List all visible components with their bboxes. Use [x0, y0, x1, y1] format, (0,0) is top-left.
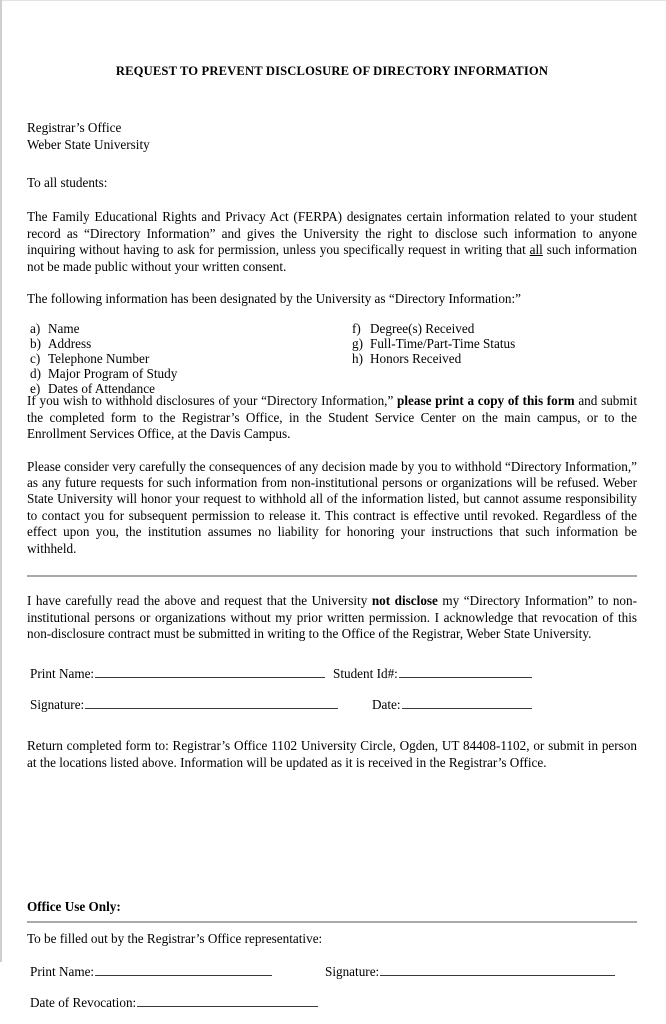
acknowledgement-bold-phrase: not disclose: [371, 593, 438, 609]
student-name-id-row: [27, 664, 637, 695]
list-item-text: Name: [48, 321, 80, 337]
page-title: REQUEST TO PREVENT DISCLOSURE OF DIRECTORY INFORMATION: [115, 64, 549, 78]
print-name-field[interactable]: [30, 664, 325, 682]
list-item-label: f): [352, 321, 361, 337]
list-item-label: g): [352, 336, 363, 352]
document-sheet: [27, 0, 637, 1024]
withhold-text-part-a: If you wish to withhold disclosures of your “Directory Information,”: [27, 393, 398, 409]
ferpa-text-part-a: The Family Educational Rights and Privacy Act (FERPA) designates certain information related to your student record as “Directory Information” and gives the University the right to disclose such information to anyone inquiring without having to ask for permission, unless you specifically request in writing that: [27, 209, 637, 258]
office-print-name-field[interactable]: [30, 962, 272, 980]
date-field[interactable]: [372, 695, 532, 713]
date-of-revocation-field[interactable]: [30, 993, 318, 1011]
list-item-label: h): [352, 351, 363, 367]
list-item-text: Major Program of Study: [48, 366, 178, 382]
list-item: [352, 351, 515, 366]
date-input[interactable]: [402, 695, 532, 709]
list-item: [352, 321, 515, 336]
list-item-text: Full-Time/Part-Time Status: [370, 336, 516, 352]
student-id-input[interactable]: [399, 664, 532, 678]
office-print-name-label: Print Name:: [30, 963, 95, 979]
list-item-label: c): [30, 351, 41, 367]
list-item-text: Dates of Attendance: [48, 381, 155, 397]
university-name-line: Weber State University: [27, 136, 150, 152]
withhold-text-part-b: and submit the completed form to the Registrar’s Office, in the Student Service Center on the main campus, or to the Enrollment Services Office, at the Davis Campus.: [27, 393, 637, 442]
list-item-text: Degree(s) Received: [370, 321, 475, 337]
print-name-label: Print Name:: [30, 666, 95, 682]
list-item-text: Telephone Number: [48, 351, 150, 367]
date-of-revocation-input[interactable]: [137, 993, 318, 1007]
list-item: [30, 366, 177, 381]
directory-information-list: [27, 321, 637, 397]
designated-information-intro: The following information has been designated by the University as “Directory Information:”: [27, 291, 522, 307]
acknowledgement-paragraph: [27, 593, 637, 642]
signature-date-row: [27, 695, 637, 726]
issuing-office-block: [27, 120, 637, 153]
list-item-label: b): [30, 336, 41, 352]
student-id-label: Student Id#:: [333, 666, 398, 682]
date-label: Date:: [372, 697, 401, 713]
office-signature-input[interactable]: [380, 962, 615, 976]
print-name-input[interactable]: [95, 664, 325, 678]
return-instructions-paragraph: Return completed form to: Registrar’s Office 1102 University Circle, Ogden, UT 84408-1102, or submit in person at the locations listed above. Information will be updated as it is received in the Registrar’s Office.: [27, 738, 637, 770]
office-print-name-input[interactable]: [95, 962, 272, 976]
ferpa-underlined-word: all: [529, 242, 543, 258]
directory-list-column-left: [30, 321, 177, 396]
list-item: [30, 336, 177, 351]
date-of-revocation-label: Date of Revocation:: [30, 994, 137, 1010]
withhold-bold-phrase: please print a copy of this form: [397, 393, 575, 409]
signature-field[interactable]: [30, 695, 338, 713]
office-use-instruction: To be filled out by the Registrar’s Office representative:: [27, 931, 323, 947]
withhold-instructions-paragraph: [27, 393, 637, 442]
office-name-signature-row: [27, 962, 637, 993]
list-item-text: Honors Received: [370, 351, 462, 367]
list-item-label: e): [30, 381, 41, 397]
ferpa-text-part-b: such information not be made public without your written consent.: [27, 242, 637, 274]
signature-input[interactable]: [85, 695, 338, 709]
list-item-text: Address: [48, 336, 92, 352]
registrar-office-line: Registrar’s Office: [27, 120, 122, 135]
page-edge-left: [0, 0, 2, 962]
directory-list-column-right: [352, 321, 515, 366]
ferpa-paragraph: [27, 209, 637, 275]
acknowledgement-text-part-a: I have carefully read the above and request that the University: [27, 593, 372, 609]
student-id-field[interactable]: [333, 664, 532, 682]
office-date-revocation-row: [27, 993, 637, 1024]
office-signature-field[interactable]: [325, 962, 615, 980]
list-item: [30, 321, 177, 336]
list-item: [30, 381, 177, 396]
office-signature-label: Signature:: [325, 963, 380, 979]
list-item: [30, 351, 177, 366]
salutation: To all students:: [27, 175, 108, 190]
acknowledgement-text-part-b: my “Directory Information” to non-institutional persons or organizations without my prior written permission. I acknowledge that revocation of this non-disclosure contract must be submitted in writing to the Office of the Registrar, Weber State University.: [27, 593, 638, 641]
list-item-label: d): [30, 366, 41, 382]
signature-label: Signature:: [30, 697, 85, 713]
list-item: [352, 336, 515, 351]
office-use-heading: Office Use Only:: [27, 899, 121, 915]
list-item-label: a): [30, 321, 41, 337]
consequences-paragraph: Please consider very carefully the consequences of any decision made by you to withhold “Directory Information,” as any future requests for such information from non-institutional persons or organizations will be refused. Weber State University will honor your request to withhold all of the information listed, but cannot assume responsibility to contact you for subsequent permission to release it. This contract is effective until revoked. Regardless of the effect upon you, the institution assumes no liability for honoring your instructions that such information be withheld.: [27, 458, 637, 556]
